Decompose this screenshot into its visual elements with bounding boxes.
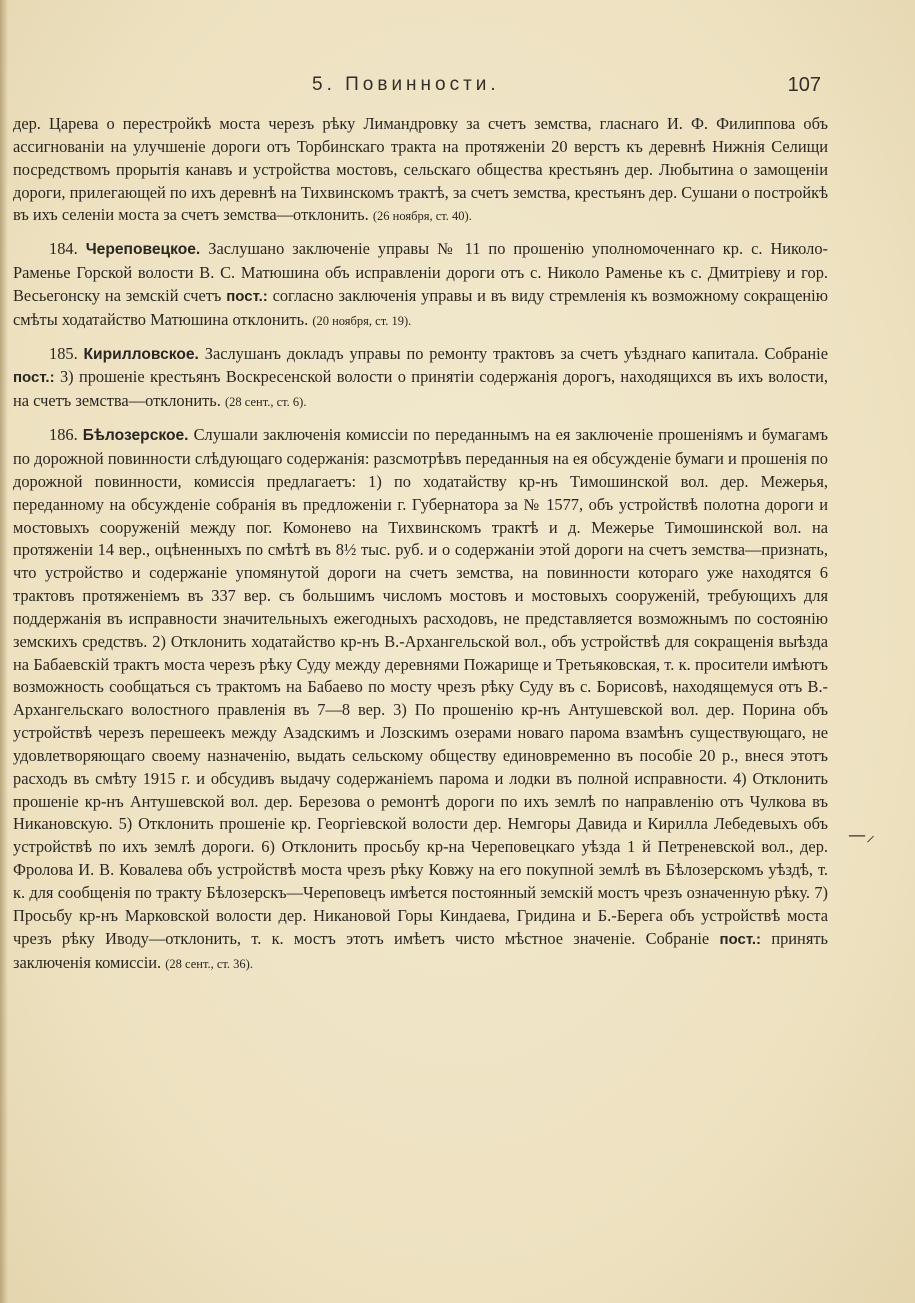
district-name: Череповецкое. (85, 241, 201, 259)
entry-number: 185. (49, 343, 78, 363)
page-number: 107 (787, 74, 821, 96)
running-head: 5. Повинности. (312, 74, 500, 95)
entry-text: Заслушанъ докладъ управы по ремонту трактовъ за счетъ уѣзднаго капитала. Собраніе (204, 343, 828, 363)
session-reference: (28 сент., ст. 36). (165, 956, 253, 971)
district-name: Кирилловское. (83, 345, 199, 363)
margin-pencil-mark: —⸝ (848, 825, 875, 846)
session-reference: (20 ноября, ст. 19). (312, 313, 412, 328)
page-header (0, 74, 915, 104)
page-left-edge (0, 0, 8, 1303)
body-text (13, 113, 828, 975)
continuation-text: дер. Царева о перестройкѣ моста черезъ рѣку Лимандровку за счетъ земства, гласнаго И. Ф. Филиппова объ ассигнованіи на улучшеніе дороги отъ Торбинскаго тракта на протяженіи 20 верстъ къ деревнѣ Нижнія Селищи посредствомъ прорытія канавъ и устройства мостовъ, сельскаго общества крестьянъ дер. Любытина о замощеніи дороги, прилегающей по ихъ деревнѣ на Тихвинскомъ трактѣ, за счетъ земства, крестьянъ дер. Сушани о постройкѣ въ ихъ селеніи моста за счетъ земства—отклонить. (13, 114, 828, 225)
resolution-text: принять заключенія комиссіи. (13, 928, 828, 972)
resolution-text: согласно заключенія управы и въ виду стремленія къ возможному сокращенію смѣты ходатайство Матюшина отклонить. (13, 285, 828, 329)
entry-number: 184. (49, 239, 78, 259)
entry-paragraph-184 (13, 238, 828, 332)
continuation-paragraph (13, 113, 828, 228)
resolution-label: пост.: (719, 930, 762, 948)
resolution-text: 3) прошеніе крестьянъ Воскресенской волости о принятіи содержанія дорогъ, находящихся въ ихъ волости, на счетъ земства—отклонить. (13, 367, 828, 411)
session-reference: (28 сент., ст. 6). (224, 395, 307, 410)
entry-text: Заслушано заключеніе управы № 11 по прошенію уполномоченнаго кр. с. Николо-Раменье Горской волости В. С. Матюшина объ исправленіи дороги отъ с. Николо Раменье къ с. Дмитріеву и гор. Весьегонску на земскій счетъ (13, 239, 828, 305)
entry-paragraph-185 (13, 343, 828, 415)
resolution-label: пост.: (13, 369, 55, 387)
district-name: Бѣлозерское. (82, 427, 189, 445)
session-reference: (26 ноября, ст. 40). (372, 209, 472, 224)
entry-text: Слушали заключенія комиссіи по переданнымъ на ея заключеніе прошеніямъ и бумагамъ по дорожной повинности слѣдующаго содержанія: разсмотрѣвъ переданныя на ея обсужденіе бумаги и прошенія по дорожной повинности, комиссія предлагаетъ: 1) по ходатайству кр-нъ Тимошинской вол. дер. Межерья, переданному на обсужденіе собранія въ предложеніи г. Губернатора за № 1577, объ устройствѣ полотна дороги и мостовыхъ сооруженій между пог. Комонево на Тихвинскомъ трактѣ и д. Межерье Тимошинской вол. на протяженіи 14 вер., оцѣненныхъ по смѣтѣ въ 8½ тыс. руб. и о содержаніи этой дороги на счетъ земства—признать, что устройство и содержаніе упомянутой дороги на счетъ земства, на повинности котораго уже находятся 6 трактовъ протяженіемъ въ 337 вер. съ большимъ числомъ мостовъ и мостовыхъ сооруженій, требующихъ для поддержанія въ исправности значительныхъ ежегодныхъ расходовъ, не представляется возможнымъ по состоянію земскихъ средствъ. 2) Отклонить ходатайство кр-нъ В.-Архангельской вол., объ устройствѣ для сокращенія выѣзда на Бабаевскій трактъ моста черезъ рѣку Суду между деревнями Пожарище и Третьяковская, т. к. просители имѣютъ возможность сообщаться съ трактомъ на Бабаево по мосту чрезъ рѣку Суду въ с. Борисовѣ, находящемуся отъ В.-Архангельскаго волостного правленія въ 7—8 вер. 3) По прошенію кр-нъ Антушевской вол. дер. Порина объ устройствѣ черезъ перешеекъ между Азадскимъ и Лозскимъ озерами новаго парома взамѣнъ существующаго, не удовлетворяющаго своему назначенію, выдать сельскому обществу единовременно въ пособіе 20 р., внеся этотъ расходъ въ смѣту 1915 г. и обсудивъ выдачу содержаніемъ парома и лодки въ полной исправности. 4) Отклонить прошеніе кр-нъ Антушевской вол. дер. Березова о ремонтѣ дороги по ихъ землѣ по направленію отъ Чулкова въ Никановскую. 5) Отклонить прошеніе кр. Георгіевской волости дер. Немгоры Давида и Кирилла Лебедевыхъ объ устройствѣ по ихъ землѣ дороги. 6) Отклонить просьбу кр-на Череповецкаго уѣзда 1 й Петреневской вол., дер. Фролова И. В. Ковалева объ устройствѣ моста чрезъ рѣку Ковжу на его покупной землѣ въ Бѣлозерскомъ уѣздѣ, т. к. для сообщенія по тракту Бѣлозерскъ—Череповецъ имѣется постоянный земскій мостъ чрезъ означенную рѣку. 7) Просьбу кр-нъ Марковской волости дер. Никановой Горы Киндаева, Гридина и Б.-Берега объ устройствѣ моста чрезъ рѣку Иводу—отклонить, т. к. мостъ этотъ имѣетъ чисто мѣстное значеніе. Собраніе (13, 425, 828, 948)
entry-number: 186. (49, 425, 78, 445)
entry-paragraph-186 (13, 424, 828, 975)
resolution-label: пост.: (226, 287, 268, 305)
